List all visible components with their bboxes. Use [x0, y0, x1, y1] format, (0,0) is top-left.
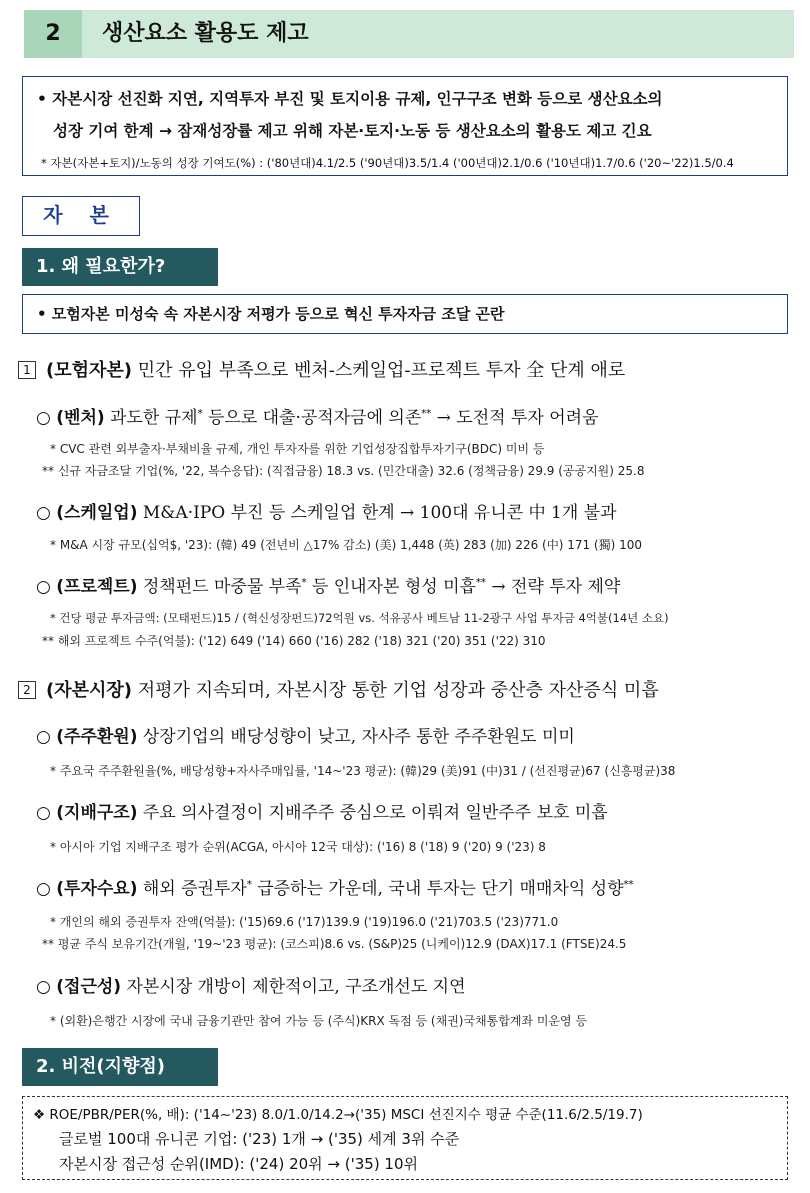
venture-label: (벤처) — [56, 408, 105, 428]
project-note-1: * 건당 평균 투자금액: (모태펀드)15 / (혁신성장펀드)72억원 vs. 석유공사 베트남 11-2광구 사업 투자금 4억불(14년 소요) — [50, 611, 669, 625]
access-text: 자본시장 개방이 제한적이고, 구조개선도 지연 — [121, 977, 466, 997]
project-text-a: 정책펀드 마중물 부족 — [137, 577, 302, 597]
governance-text: 주요 의사결정이 지배주주 중심으로 이뤄져 일반주주 보호 미흡 — [137, 803, 608, 823]
scaleup-text: M&A·IPO 부진 등 스케일업 한계 → 100대 유니콘 中 1개 불과 — [137, 503, 617, 523]
item-text: 저평가 지속되며, 자본시장 통한 기업 성장과 중산층 자산증식 미흡 — [132, 680, 659, 701]
demand-label: (투자수요) — [56, 879, 138, 899]
item-number-box: 2 — [18, 681, 36, 699]
demand-text-b: 급증하는 가운데, 국내 투자는 단기 매매차익 성향 — [251, 879, 624, 899]
category-label: 자 본 — [22, 196, 140, 236]
footnote-marker: * — [197, 408, 203, 420]
access-note-1: * (외환)은행간 시장에 국내 금융기관만 참여 가능 등 (주식)KRX 독점 등 (채권)국채통합계좌 미운영 등 — [50, 1014, 588, 1028]
section-number: 2 — [24, 10, 82, 58]
footnote-marker: ** — [475, 577, 486, 589]
section-2-title: 2. 비전(지향점) — [22, 1048, 218, 1086]
bullet-icon: ○ — [36, 879, 51, 899]
bullet-icon: ○ — [36, 803, 51, 823]
venture-text-a: 과도한 규제 — [104, 408, 198, 428]
item-text: 민간 유입 부족으로 벤처-스케일업-프로젝트 투자 全 단계 애로 — [132, 360, 626, 381]
section-1-title: 1. 왜 필요한가? — [22, 248, 218, 286]
scaleup-label: (스케일업) — [56, 503, 138, 523]
bullet-icon: ○ — [36, 977, 51, 997]
item-label: (자본시장) — [46, 680, 133, 701]
section-1-summary: • 모험자본 미성숙 속 자본시장 저평가 등으로 혁신 투자자금 조달 곤란 — [22, 294, 788, 334]
project-heading — [36, 572, 620, 597]
shareholder-heading — [36, 722, 575, 747]
project-label: (프로젝트) — [56, 577, 138, 597]
access-label: (접근성) — [56, 977, 122, 997]
project-text-c: → 전략 투자 제약 — [485, 577, 621, 597]
bullet-icon: ○ — [36, 577, 51, 597]
venture-heading — [36, 403, 599, 428]
shareholder-note-1: * 주요국 주주환원율(%, 배당성향+자사주매입률, '14~'23 평균): (韓)29 (美)91 (中)31 / (선진평균)67 (신흥평균)38 — [50, 764, 676, 778]
venture-note-2: ** 신규 자금조달 기업(%, '22, 복수응답): (직접금융) 18.3 vs. (민간대출) 32.6 (정책금융) 29.9 (공공지원) 25.8 — [42, 464, 645, 478]
demand-note-2: ** 평균 주식 보유기간(개월, '19~'23 평균): (코스피)8.6 vs. (S&P)25 (니케이)12.9 (DAX)17.1 (FTSE)24.5 — [42, 937, 627, 951]
summary-note: * 자본(자본+토지)/노동의 성장 기여도(%) : ('80년대)4.1/2.5 ('90년대)3.5/1.4 ('00년대)2.1/0.6 ('10년대)1.7/0.6 ('20~'22)1.5/0.4 — [41, 156, 734, 170]
shareholder-text: 상장기업의 배당성향이 낮고, 자사주 통한 주주환원도 미미 — [137, 727, 575, 747]
vision-line-1: ❖ ROE/PBR/PER(%, 배): ('14~'23) 8.0/1.0/14.2→('35) MSCI 선진지수 평균 수준(11.6/2.5/19.7) — [33, 1107, 643, 1123]
footnote-marker: ** — [421, 408, 432, 420]
item-1-heading — [18, 356, 625, 382]
bullet-icon: ○ — [36, 408, 51, 428]
footnote-marker: * — [246, 879, 252, 891]
bullet-icon: ○ — [36, 727, 51, 747]
item-2-heading — [18, 676, 659, 702]
section-header — [24, 10, 794, 58]
footnote-marker: * — [301, 577, 307, 589]
governance-heading — [36, 798, 608, 823]
scaleup-heading — [36, 498, 617, 523]
project-note-2: ** 해외 프로젝트 수주(억불): ('12) 649 ('14) 660 ('16) 282 ('18) 321 ('20) 351 ('22) 310 — [42, 634, 546, 648]
governance-note-1: * 아시아 기업 지배구조 평가 순위(ACGA, 아시아 12국 대상): ('16) 8 ('18) 9 ('20) 9 ('23) 8 — [50, 840, 546, 854]
venture-note-1: * CVC 관련 외부출자·부채비율 규제, 개인 투자자를 위한 기업성장집합투자기구(BDC) 미비 등 — [50, 442, 545, 456]
vision-line-2: 글로벌 100대 유니콘 기업: ('23) 1개 → ('35) 세계 3위 수준 — [59, 1130, 460, 1148]
summary-line-1: • 자본시장 선진화 지연, 지역투자 부진 및 토지이용 규제, 인구구조 변화 등으로 생산요소의 — [37, 90, 663, 108]
demand-heading — [36, 874, 634, 899]
vision-line-3: 자본시장 접근성 순위(IMD): ('24) 20위 → ('35) 10위 — [59, 1155, 419, 1173]
demand-text-a: 해외 증권투자 — [137, 879, 247, 899]
summary-line-2: 성장 기여 한계 → 잠재성장률 제고 위해 자본·토지·노동 등 생산요소의 활용도 제고 긴요 — [53, 122, 652, 140]
vision-box — [22, 1096, 788, 1180]
scaleup-note-1: * M&A 시장 규모(십억$, '23): (韓) 49 (전년비 △17% 감소) (美) 1,448 (英) 283 (加) 226 (中) 171 (獨) 100 — [50, 538, 643, 552]
governance-label: (지배구조) — [56, 803, 138, 823]
item-label: (모험자본) — [46, 360, 133, 381]
venture-text-b: 등으로 대출·공적자금에 의존 — [202, 408, 422, 428]
access-heading — [36, 972, 466, 997]
item-number-box: 1 — [18, 361, 36, 379]
section-title: 생산요소 활용도 제고 — [102, 21, 309, 46]
venture-text-c: → 도전적 투자 어려움 — [431, 408, 599, 428]
summary-box — [22, 76, 788, 176]
bullet-icon: ○ — [36, 503, 51, 523]
demand-note-1: * 개인의 해외 증권투자 잔액(억불): ('15)69.6 ('17)139.9 ('19)196.0 ('21)703.5 ('23)771.0 — [50, 915, 559, 929]
project-text-b: 등 인내자본 형성 미흡 — [306, 577, 476, 597]
footnote-marker: ** — [623, 879, 634, 891]
shareholder-label: (주주환원) — [56, 727, 138, 747]
